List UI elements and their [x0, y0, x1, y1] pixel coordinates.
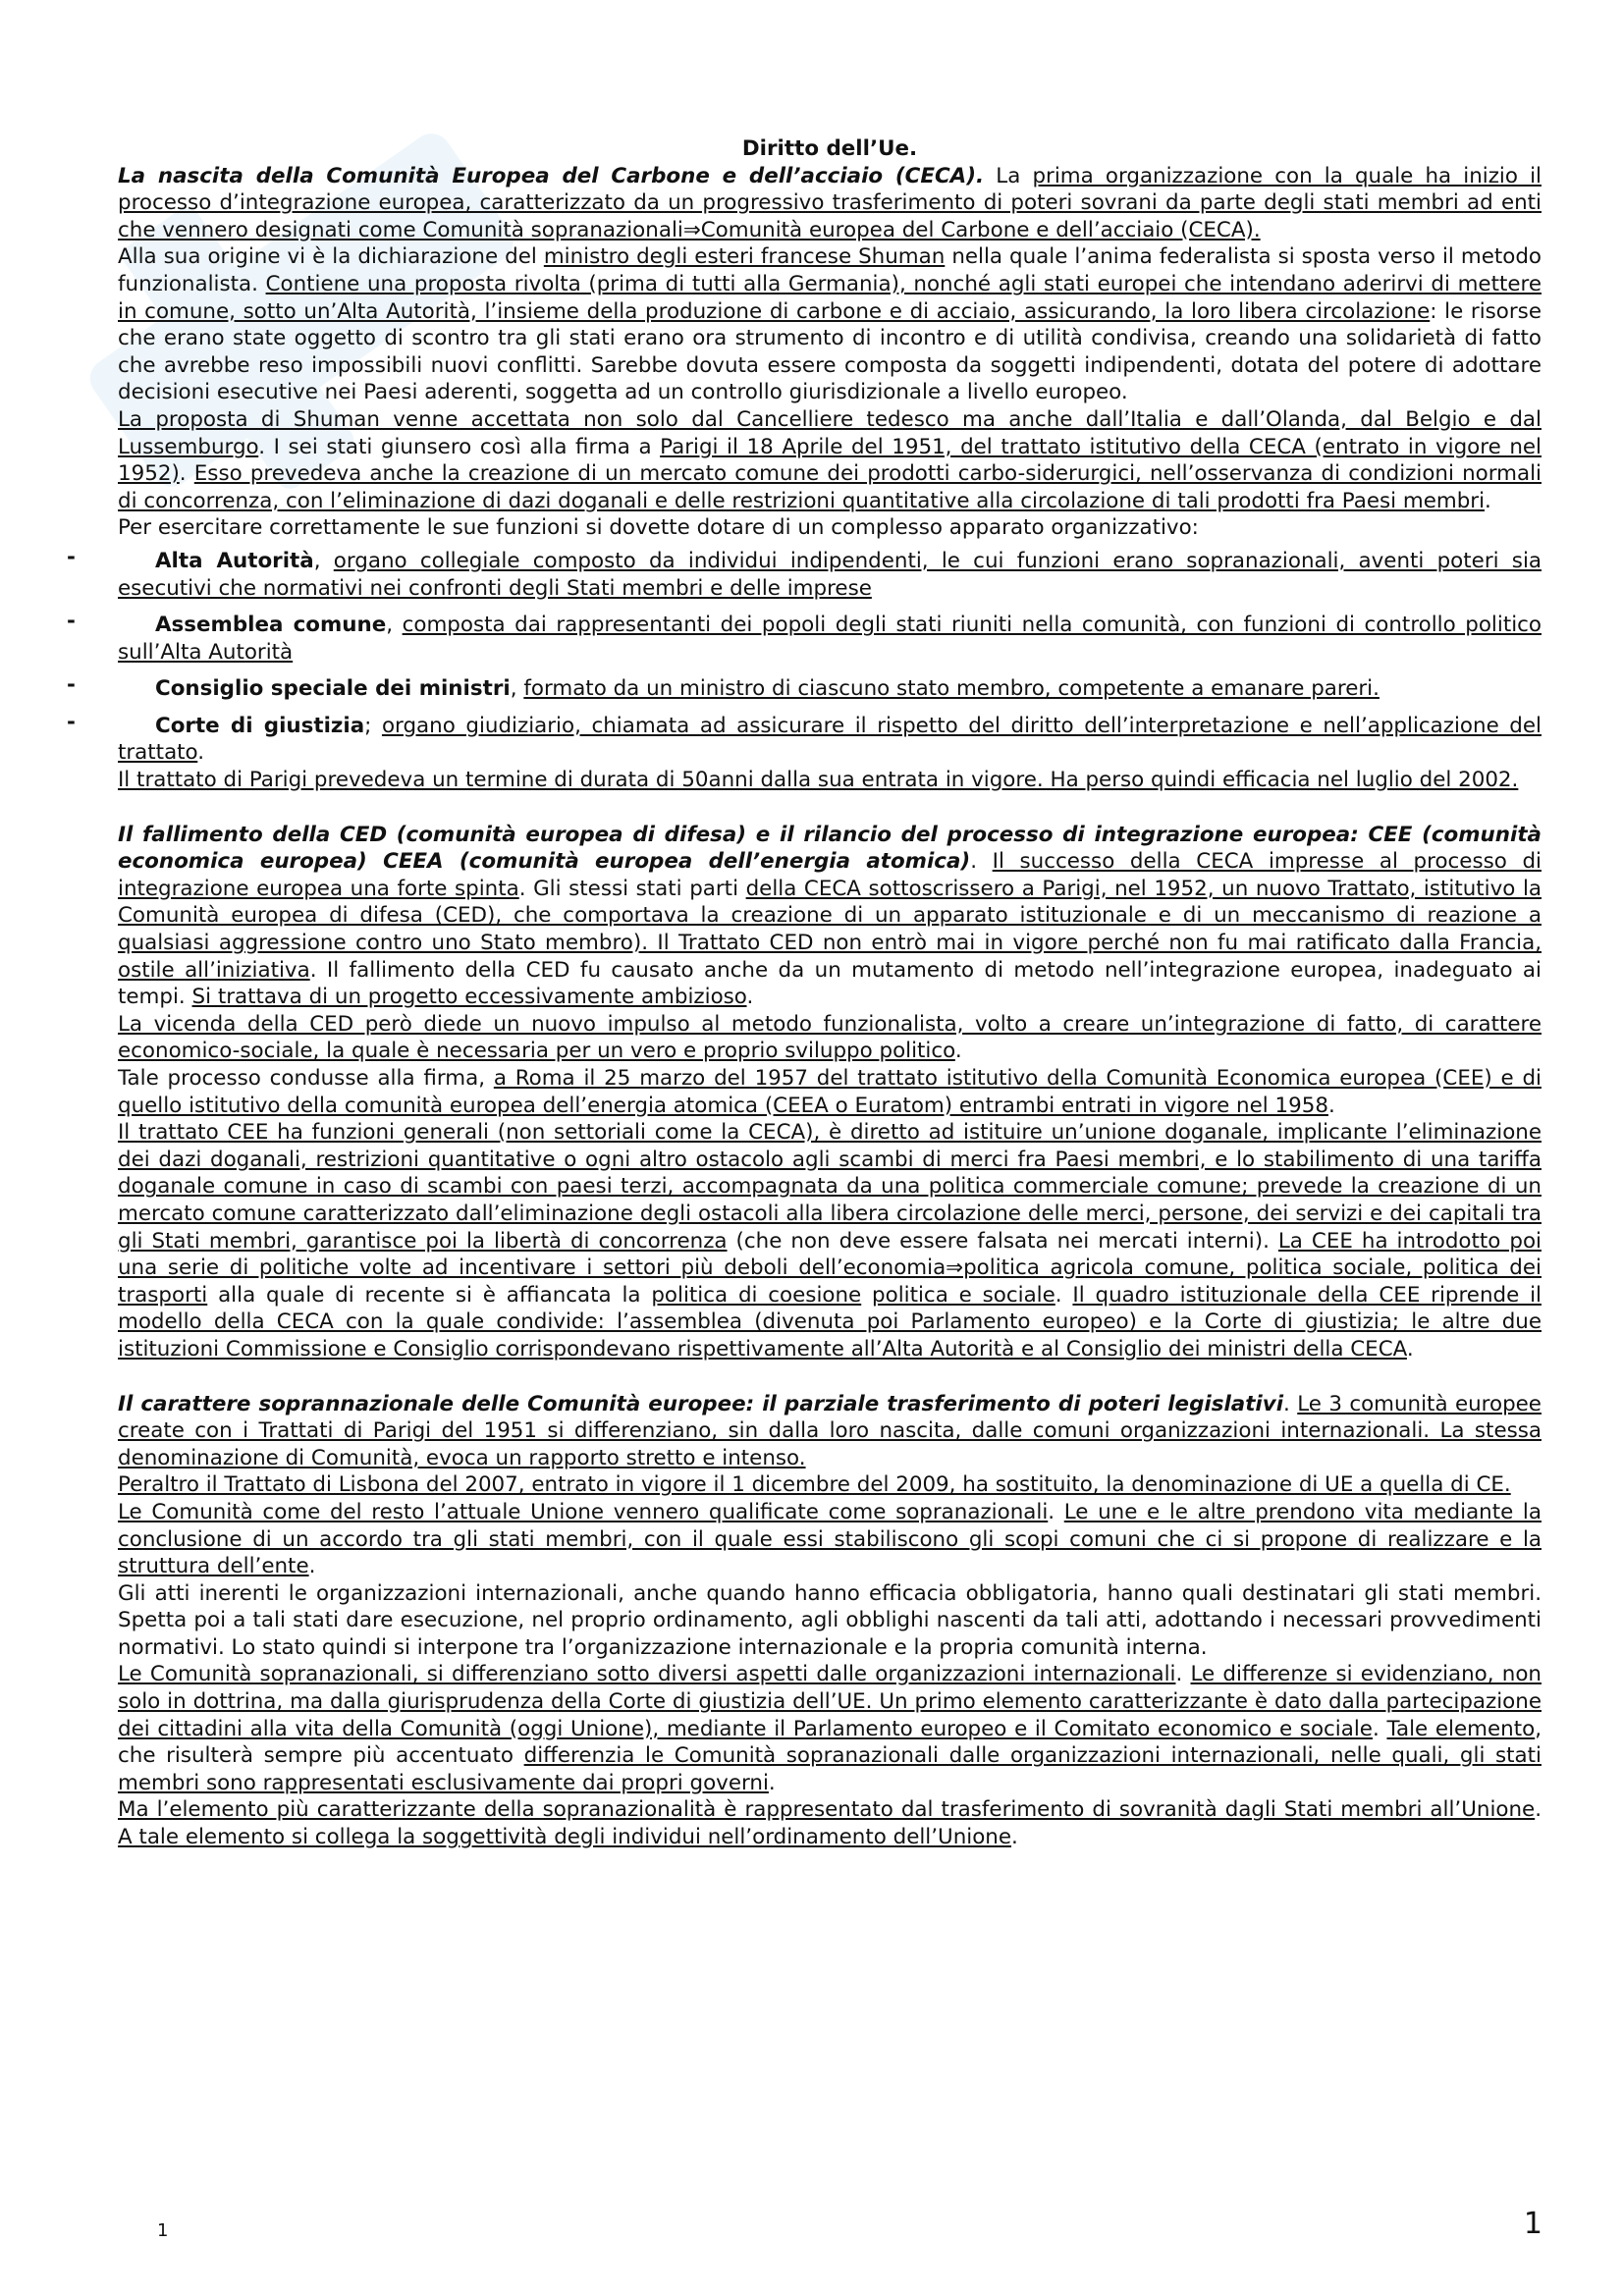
section-1-paragraph-2: Alla sua origine vi è la dichiarazione del ministro degli esteri francese Shuman nella quale l’anima federalista si sposta verso il metodo funzionalista. Contiene una proposta rivolta (prima di tutti alla Germania), nonché agli stati europei che intendano aderirvi di mettere in comune, sotto un’Alta Autorità, l’insieme della produzione di carbone e di acciaio, assicurando, la loro libera circolazione: le risorse che erano state oggetto di scontro tra gli stati erano ora strumento di incontro e di utilità condivisa, creando una solidarietà di fatto che avrebbe reso impossibili nuovi conflitti. Sarebbe dovuta essere composta da soggetti indipendenti, dotata del potere di adottare decisioni esecutive nei Paesi aderenti, soggetta ad un controllo giurisdizionale a livello europeo.: [118, 244, 1542, 405]
section-1-paragraph-5: Il trattato di Parigi prevedeva un termine di durata di 50anni dalla sua entrata in vigore. Ha perso quindi efficacia nel luglio del 2002.: [118, 768, 1519, 793]
section-2-paragraph-1: Il fallimento della CED (comunità europea di difesa) e il rilancio del processo di integrazione europea: CEE (comunità economica europea) CEEA (comunità europea dell’energia atomica). Il successo della CECA impresse al processo di integrazione europea una forte spinta. Gli stessi stati parti della CECA sottoscrissero a Parigi, nel 1952, un nuovo Trattato, istitutivo la Comunità europea di difesa (CED), che comportava la creazione di un apparato istituzionale e di un meccanismo di reazione a qualsiasi aggressione contro uno Stato membro). Il Trattato CED non entrò mai in vigore perché non fu mai ratificato dalla Francia, ostile all’iniziativa. Il fallimento della CED fu causato anche da un mutamento di metodo nell’integrazione europea, inadeguato ai tempi. Si trattava di un progetto eccessivamente ambizioso.: [118, 822, 1542, 1010]
list-item-term: Corte di giustizia: [155, 713, 365, 738]
bullet-dash: -: [67, 544, 76, 569]
section-1-paragraph-4: Per esercitare correttamente le sue funzioni si dovette dotare di un complesso apparato organizzativo:: [118, 515, 1199, 541]
section-2-heading: Il fallimento della CED (comunità europea di difesa) e il rilancio del processo di integrazione europea: CEE (comunità economica europea) CEEA (comunità europea dell’energia atomica): [118, 822, 1542, 875]
organ-list: [67, 544, 1542, 767]
section-1-paragraph-1: La nascita della Comunità Europea del Carbone e dell’acciaio (CECA). La prima organizzazione con la quale ha inizio il processo d’integrazione europea, caratterizzato da un progressivo trasferimento di poteri sovrani da parte degli stati membri ad enti che vennero designati come Comunità sopranazionali⇒Comunità europea del Carbone e dell’acciaio (CECA).: [118, 163, 1542, 242]
bullet-dash: -: [67, 609, 76, 634]
section-3-paragraph-5: Le Comunità sopranazionali, si differenziano sotto diversi aspetti dalle organizzazioni internazionali. Le differenze si evidenziano, non solo in dottrina, ma dalla giurisprudenza della Corte di giustizia dell’UE. Un primo elemento caratterizzante è dato dalla partecipazione dei cittadini alla vita della Comunità (oggi Unione), mediante il Parlamento europeo e il Comitato economico e sociale. Tale elemento, che risulterà sempre più accentuato differenzia le Comunità sopranazionali dalle organizzazioni internazionali, nelle quali, gli stati membri sono rappresentati esclusivamente dai propri governi.: [118, 1662, 1542, 1795]
list-item: - Corte di giustizia; organo giudiziario, chiamata ad assicurare il rispetto del diritto dell’interpretazione e nell’applicazione del trattato.: [67, 709, 1542, 766]
section-3-paragraph-6: Ma l’elemento più caratterizzante della sopranazionalità è rappresentato dal trasferimento di sovranità dagli Stati membri all’Unione. A tale elemento si collega la soggettività degli individui nell’ordinamento dell’Unione.: [118, 1797, 1542, 1850]
document-title: Diritto dell’Ue.: [741, 136, 918, 161]
bullet-dash: -: [67, 672, 76, 698]
list-item-text: organo giudiziario, chiamata ad assicurare il rispetto del diritto dell’interpretazione e nell’applicazione del trattato: [118, 713, 1542, 766]
list-item: - Consiglio speciale dei ministri, formato da un ministro di ciascuno stato membro, competente a emanare pareri.: [67, 672, 1380, 702]
section-3-paragraph-4: Gli atti inerenti le organizzazioni internazionali, anche quando hanno efficacia obbligatoria, hanno quali destinatari gli stati membri. Spetta poi a tali stati dare esecuzione, nel proprio ordinamento, agli obblighi nascenti da tali atti, adottando i necessari provvedimenti normativi. Lo stato quindi si interpone tra l’organizzazione internazionale e la propria comunità interna.: [118, 1580, 1542, 1660]
list-item-term: Consiglio speciale dei ministri: [155, 676, 511, 702]
list-item-text: organo collegiale composto da individui indipendenti, le cui funzioni erano sopranazionali, aventi poteri sia esecutivi che normativi nei confronti degli Stati membri e delle imprese: [118, 548, 1542, 601]
list-item: - Assemblea comune, composta dai rappresentanti dei popoli degli stati riuniti nella comunità, con funzioni di controllo politico sull’Alta Autorità: [67, 609, 1542, 665]
document-page: [67, 135, 1542, 1851]
section-3-paragraph-1: Il carattere soprannazionale delle Comunità europee: il parziale trasferimento di poteri legislativi. Le 3 comunità europee create con i Trattati di Parigi del 1951 si differenziano, sin dalla loro nascita, dalle comuni organizzazioni internazionali. La stessa denominazione di Comunità, evoca un rapporto stretto e intenso.: [118, 1391, 1542, 1470]
section-3-paragraph-2: Peraltro il Trattato di Lisbona del 2007, entrato in vigore il 1 dicembre del 2009, ha sostituito, la denominazione di UE a quella di CE.: [118, 1472, 1511, 1498]
section-1-heading: La nascita della Comunità Europea del Carbone e dell’acciaio (CECA).: [118, 163, 985, 188]
section-2-paragraph-3: Tale processo condusse alla firma, a Roma il 25 marzo del 1957 del trattato istitutivo della Comunità Economica europea (CEE) e di quello istitutivo della comunità europea dell’energia atomica (CEEA o Euratom) entrambi entrati in vigore nel 1958.: [118, 1066, 1542, 1118]
section-3-paragraph-3: Le Comunità come del resto l’attuale Unione vennero qualificate come sopranazionali. Le une e le altre prendono vita mediante la conclusione di un accordo tra gli stati membri, con il quale essi stabiliscono gli scopi comuni che ci si propone di realizzare e la struttura dell’ente.: [118, 1499, 1542, 1579]
footnote-number: 1: [157, 2220, 169, 2241]
list-item-term: Alta Autorità: [155, 548, 314, 573]
section-2-paragraph-4: Il trattato CEE ha funzioni generali (non settoriali come la CECA), è diretto ad istituire un’unione doganale, implicante l’eliminazione dei dazi doganali, restrizioni quantitative o ogni altro ostacolo agli scambi di merci fra Paesi membri, e lo stabilimento di una tariffa doganale comune in caso di scambi con paesi terzi, accompagnata da una politica commerciale comune; prevede la creazione di un mercato comune caratterizzato dall’eliminazione degli ostacoli alla libera circolazione delle merci, persone, dei servizi e dei capitali tra gli Stati membri, garantisce poi la libertà di concorrenza (che non deve essere falsata nei mercati interni). La CEE ha introdotto poi una serie di politiche volte ad incentivare i settori più deboli dell’economia⇒politica agricola comune, politica sociale, politica dei trasporti alla quale di recente si è affiancata la politica di coesione politica e sociale. Il quadro istituzionale della CEE riprende il modello della CECA con la quale condivide: l’assemblea (divenuta poi Parlamento europeo) e la Corte di giustizia; le altre due istituzioni Commissione e Consiglio corrispondevano rispettivamente all’Alta Autorità e al Consiglio dei ministri della CECA.: [118, 1120, 1542, 1362]
list-item-text: formato da un ministro di ciascuno stato membro, competente a emanare pareri.: [523, 676, 1380, 702]
bullet-dash: -: [67, 709, 76, 734]
list-item: - Alta Autorità, organo collegiale composto da individui indipendenti, le cui funzioni erano sopranazionali, aventi poteri sia esecutivi che normativi nei confronti degli Stati membri e delle imprese: [67, 544, 1542, 601]
list-item-term: Assemblea comune: [155, 613, 387, 638]
page-number: 1: [1523, 2207, 1542, 2241]
section-1-paragraph-3: La proposta di Shuman venne accettata non solo dal Cancelliere tedesco ma anche dall’Italia e dall’Olanda, dal Belgio e dal Lussemburgo. I sei stati giunsero così alla firma a Parigi il 18 Aprile del 1951, del trattato istitutivo della CECA (entrato in vigore nel 1952). Esso prevedeva anche la creazione di un mercato comune dei prodotti carbo-siderurgici, nell’osservanza di condizioni normali di concorrenza, con l’eliminazione di dazi doganali e delle restrizioni quantitative alla circolazione di tali prodotti fra Paesi membri.: [118, 406, 1542, 513]
section-2-paragraph-2: La vicenda della CED però diede un nuovo impulso al metodo funzionalista, volto a creare un’integrazione di fatto, di carattere economico-sociale, la quale è necessaria per un vero e proprio sviluppo politico.: [118, 1011, 1542, 1064]
list-item-text: composta dai rappresentanti dei popoli degli stati riuniti nella comunità, con funzioni di controllo politico sull’Alta Autorità: [118, 613, 1542, 665]
section-3-heading: Il carattere soprannazionale delle Comunità europee: il parziale trasferimento di poteri legislativi: [118, 1391, 1284, 1416]
